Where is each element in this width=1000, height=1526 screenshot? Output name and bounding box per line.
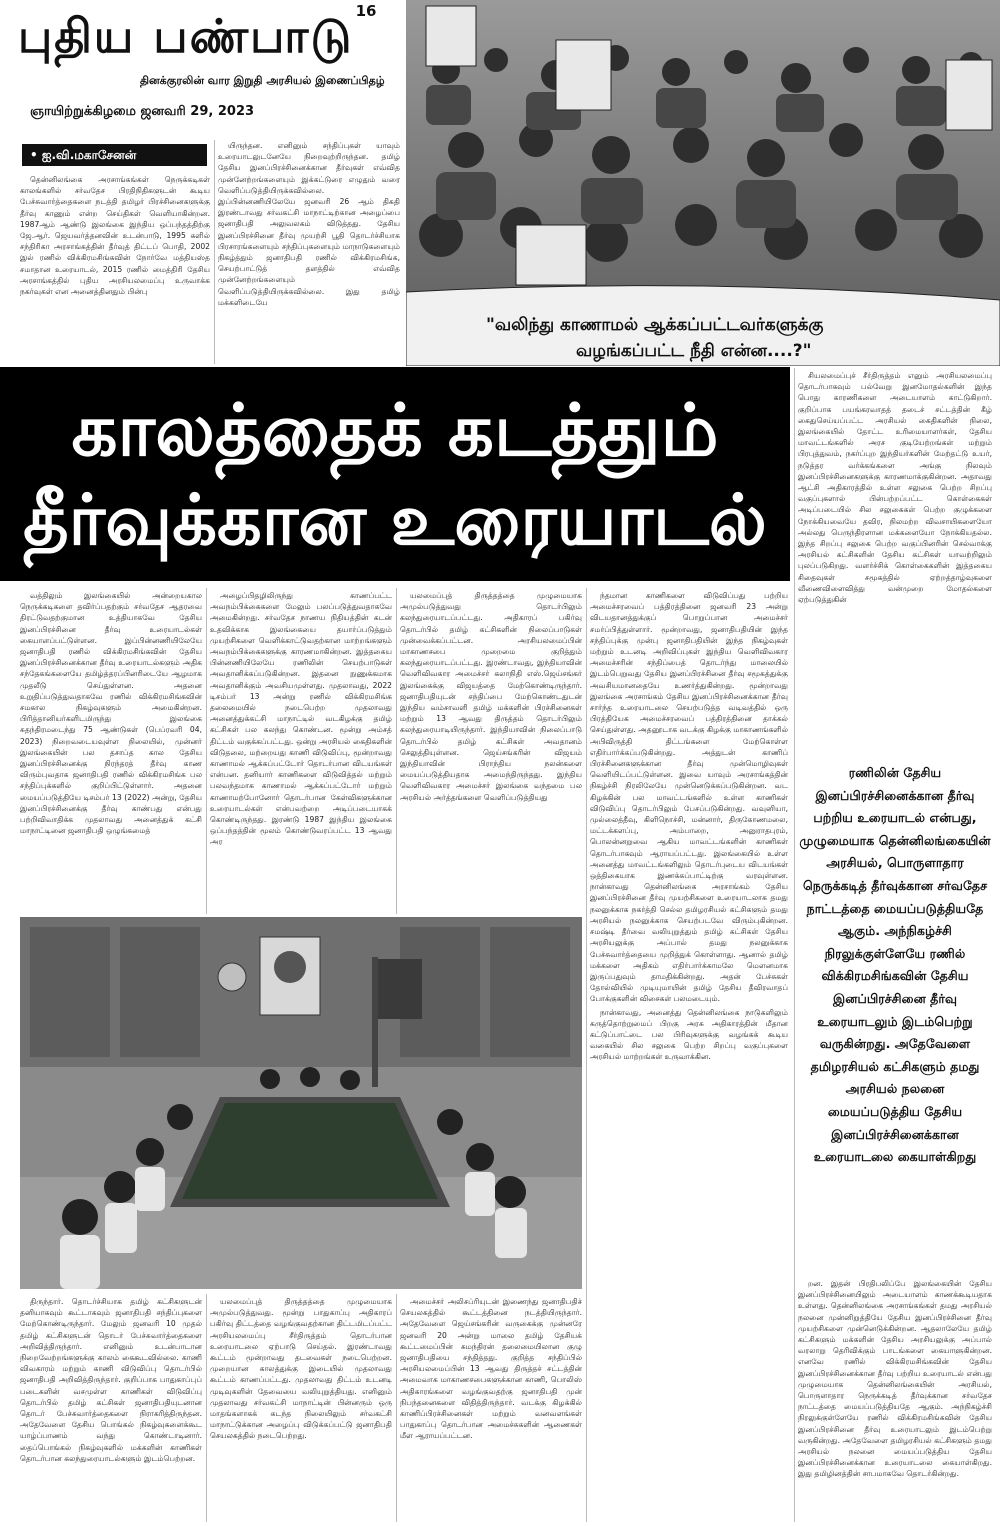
newspaper-logo: புதிய பண்பாடு	[18, 9, 354, 63]
article-column-5-bottom	[798, 1278, 992, 1520]
issue-date: ஞாயிற்றுக்கிழமை ஜனவரி 29, 2023	[30, 104, 255, 119]
article-paragraph: திருந்தார். தொடர்ச்சியாக தமிழ் கட்சிகளுடன் தனியாகவும் கூட்டாகவும் ஜனாதிபதி சந்திப்புகளை மேற்கொண்டிருந்தார். மேலும் ஜனவரி 10 முதல் தமிழ் கட்சிகளுடன் தொடர் பேச்சுவார்த்தைகளை அறிவித்திருந்தார். எனினும் உடன்பாடான நிறைவேற்றங்களுக்கு காலம் கைகூடவில்லை. காணி விவகாரம் மற்றும் காணி விடுவிப்பு தொடர்பில் ஜனாதிபதி அறிவித்திருந்தார். குறிப்பாக பாதுகாப்புப் படைகளின் வசமுள்ள காணிகள் விடுவிப்பு தொடர்பில் தமிழ் கட்சிகள் ஜனாதிபதியுடனான தொடர் பேச்சுவார்த்தைகளை நிராகரித்திருந்தன. அதேவேளை தேசிய பொங்கல் நிகழ்வுகளைக்கூட யாழ்ப்பாணம் வந்து கொண்டாடினார். தைப்பொங்கல் நிகழ்வுகளில் மக்களின் காணிகள் தொடர்பான கலந்துரையாடல்களும் இடம்பெற்றன.	[20, 1297, 202, 1463]
article-paragraph: யலமைப்புத் திருத்தத்தை முழுமையாக அமுல்படுத்துவது. மூன்று பாதுகாப்பு அதிகாரப் பகிர்வு திட்டத்தை வழங்குவதற்கான திட்டமிடப்பட்ட அரசியலமைப்பு சீர்திருத்தம் தொடர்பான உரையாடலை ஏற்பாடு செய்தல். இரண்டாவது கூட்டம் மூன்றாவது தடவைகள் நடைபெற்றன. முறையான காலத்துக்கு இடையில் முதலாவது கூட்டம் காணப்பட்டது. முதலாவது திட்டம் உடனடி முடிவுகளின் தேவையை வலியுறுத்தியது. எனினும் முதலாவது சர்வகட்சி மாநாட்டின் பின்னரும் ஒரு மாதங்களாகக் கடந்த நிலையிலும் சர்வகட்சி மாநாட்டுக்கான அழைப்பு விடுக்கப்பட்டு ஜனாதிபதி செயலகத்தில் நடைபெற்றது.	[210, 1297, 392, 1441]
article-column-2-bottom	[210, 1296, 392, 1520]
column-divider	[794, 368, 795, 1522]
column-divider	[206, 588, 207, 914]
masthead-tagline: தினக்குரலின் வார இறுதி அரசியல் இணைப்பிதழ்	[140, 74, 385, 87]
page-number: 16	[355, 2, 377, 20]
pull-quote: ரணிலின் தேசிய இனப்பிரச்சினைக்கான தீர்வு பற்றிய உரையாடல் என்பது, முழுமையாக தென்னிலங்கையின் அரசியல், பொருளாதார நெருக்கடித் தீர்வுக்கான சர்வதேச நாட்டத்தை மையப்படுத்தியதே ஆகும். அந்நிகழ்ச்சி நிரலுக்குள்ளேயே ரணில் விக்கிரமசிங்கவின் தேசிய இனப்பிரச்சினை தீர்வு உரையாடலும் இடம்பெற்று வருகின்றது. அதேவேளை தமிழரசியல் கட்சிகளும் தமது அரசியல் நலனை மையப்படுத்திய தேசிய இனப்பிரச்சினைக்கான உரையாடலை கையாள்கிறது	[799, 765, 991, 1165]
article-column-3-mid	[400, 590, 582, 910]
article-column-1-mid	[20, 590, 202, 910]
article-column-3-bottom	[400, 1296, 582, 1520]
article-paragraph: அமைச்சர் அலிசப்ரியுடன் இணைந்து ஜனாதிபதிச் செயலகத்தில் கூட்டத்தினை நடத்தியிருந்தார். அதேவேளை ஜெய்சங்கரின் வருகைக்கு முன்னரே ஜனவரி 20 அன்று மாலை தமிழ் தேசியக் கூட்டமைப்பின் சுமந்திரன் தலைமையிலான குழு ஜனாதிபதியை சந்தித்தது. குறித்த சந்திப்பில் அரசியலமைப்பின் 13 ஆவது திருத்தச் சட்டத்தின் அமைவாக மாகாணசபைகளுக்கான காணி, பொலிஸ் அதிகாரங்களை வழங்குவதற்கு ஜனாதிபதி முன் நிபந்தனைகளை விதித்திருந்தார். வடக்கு கிழக்கில் காணிப்பிரச்சினைகள் மற்றும் வனவளங்கள் பாதுகாப்பு தொடர்பான அமைச்சுகளின் ஆணைகள் மீள ஆராயப்பட்டன.	[400, 1297, 582, 1441]
article-paragraph: வத்திலும் இலங்கையில் அன்றையகால நெருக்கடிகளை தவிர்ப்பதற்கும் சர்வதேச ஆதரவை திரட்டுவதற்குமான உத்தியாகவே தேசிய இனப்பிரச்சினை தீர்வு உரையாடல்கள் கையாளப்பட்டுள்ளன. இப்பின்னணியிலேயே ஜனாதிபதி ரணில் விக்கிரமசிங்கவின் தேசிய இனப்பிரச்சினைக்கான தீர்வு உரையாடல்களும் அதிக சந்தேகங்களையே தமிழ்த்தரப்பினரிடையே ஆழமாக முதலீடு செய்துள்ளன. அதனை உறுதிப்படுத்துவதாகவே ரணில் விக்கிரமசிங்கவின் சமகால நிகழ்வுகளும் அமைகின்றன. பிரித்தானியர்களிடமிருந்து இலங்கை சுதந்திரமடைந்து 75 ஆண்டுகள் (பெப்ரவரி 04, 2023) நிறைவடையவுள்ள நிலையில், முன்னர் இலங்கையின் பல தசாப்த கால தேசிய இனப்பிரச்சினைக்கு நிரந்தரத் தீர்வு காண விரும்புவதாக ஜனாதிபதி ரணில் விக்கிரமசிங்க பல சந்திப்புக்களில் குறிப்பிட்டுள்ளார். அதனை மையப்படுத்தியே டிசம்பர் 13 (2022) அன்று, தேசிய இனப்பிரச்சினைக்கு தீர்வு காண்பது என்பது பற்றிவிவாதிக்க முதலாவது அனைத்துக் கட்சி மாநாட்டினை ஜனாதிபதி ஒழுங்கமைத்	[20, 591, 202, 836]
article-paragraph: சியலமைப்புச் சீர்திருத்தம் எனும் அரசியலமைப்பு தொடர்பாகவும் பல்வேறு இனமோதல்களின் இந்த பொது காரணிகளை அடையாளம் காட்டுகிறார். குறிப்பாக பயங்கரவாதத் தடைச் சட்டத்தின் கீழ் கைதுசெய்யப்பட்ட அரசியல் கைதிகளின் நிலை, இலங்கையில் தோட்ட உரிமையாளர்கள், தேசிய மாவட்டங்களில் அரச குடியேற்றங்கள் மற்றும் பிரபுத்துவம், நகர்ப்புற இந்தியர்களின் மேற்தட்டு உயர், நடுத்தர வர்க்கங்களை அங்கு நிலவும் இனப்பிரச்சினைகளுக்கு காரணமாக்குகின்றன. அதாவது ஆட்சி அதிகாரத்தில் உள்ள சலுகை பெற்ற சிறப்பு வகுப்புகளால் பின்பற்றப்பட்ட கொள்கைகள் அடிப்படையில் சில சலுகைகள் பெற்ற குழுக்களை நோக்கியவையே தவிர, நிலமற்ற விவசாயிகளையோ அல்லது பெருந்திரளான மக்களையோ நோக்கியதல்ல. இந்த சிறப்பு சலுகை பெற்ற வகுப்பினரின் செல்வாக்கு அரசியல் கட்சிகளின் தேசிய கட்சிகள் யாவற்றிலும் புலப்படுகிறது. வளர்ச்சிக் கொள்கைகளின் இத்தகைய சிதைவுகள் சமூகத்தில் ஏற்றத்தாழ்வுகளை வீணைவிளைவித்து வன்முறை மோதல்களை ஏற்படுத்துகின்	[798, 371, 992, 605]
article-paragraph: யிருந்தன. எனினும் சந்திப்புகள் யாவும் உரையாடலுடனேயே நிறைவுற்றிருந்தன. தமிழ் தேசிய இனப்பிரச்சினைக்கான தீர்வுகள் எவ்வித முன்னேற்றங்களையும் இக்கட்டுரை எழுதும் வரை வெளிப்படுத்தியிருக்கவில்லை. இப்பின்னணியிலேயே ஜனவரி 26 ஆம் திகதி இரண்டாவது சர்வகட்சி மாநாட்டிற்கான அழைப்பை ஜனாதிபதி அலுவலகம் விடுத்தது. தேசிய இனப்பிரச்சினை தீர்வு முயற்சி பூதி தொடர்ச்சியாக பிரசாரங்களையும் சந்திப்புகளையும் மாநாடுகளையும் நிகழ்த்தும் ஜனாதிபதி ரணில் விக்கிரமசிங்க, செயற்பாட்டுத் தளத்தில் எவ்வித முன்னேற்றங்களையும் வெளிப்படுத்தியிருக்கவில்லை. இது தமிழ் மக்களிடையே	[218, 141, 400, 307]
headline-line-2: தீர்வுக்கான உரையாடல்	[23, 479, 767, 561]
article-paragraph: தென்னிலங்கை அரசாங்கங்கள் நெருக்கடிகள் காலங்களில் சர்வதேச பிரதிநிதிகளுடன் கூடிய பேச்சுவார்த்தைகளை நடத்தி தமிழர் பிரச்சினைகளுக்கு தீர்வு காணும் என்ற செய்திகள் வெளியாகின்றன. 1987ஆம் ஆண்டு இலங்கை இந்திய ஒப்பந்தத்திற்கு ஜே.ஆர். ஜெயவர்த்தனவின் உடன்பாடு, 1995 களில் சந்திரிகா அரசாங்கத்தின் தீர்வுத் திட்டப் பொதி, 2002 இல் ரணில் விக்கிரமசிங்கவின் நோர்வே மத்தியஸ்த சமாதான உரையாடல், 2015 ரணில் மைத்திரி தேசிய அரசாங்கத்தில் புதிய அரசியலமைப்பு உருவாக்க நகர்வுகள் என அனைத்தினதும் பின்பு	[20, 175, 210, 297]
masthead	[0, 0, 406, 135]
headline-box	[0, 367, 790, 581]
article-column-4	[590, 590, 788, 1520]
protest-photo-image	[406, 0, 1000, 366]
column-divider	[206, 1294, 207, 1522]
article-paragraph: றன. இதன் பிரதிபலிப்பே இலங்கையின் தேசிய இனப்பிரச்சினையிலும் அடையாளம் காணக்கூடியதாக உள்ளது. தென்னிலங்கை அரசாங்கங்கள் தமது அரசியல் நலனை முன்னிறுத்தியே தேசிய இனப்பிரச்சினை தீர்வு முயற்சிகளை முன்னெடுக்கின்றன. ஆதலாலேயே தமிழ் கட்சிகளும் மக்களின் தேசிய அரசியலுக்கு அப்பால் வரலாறு தெரிவிக்கும் பாடங்களை கையாளுகின்றன. எனவே ரணில் விக்கிரமசிங்கவின் தேசிய இனப்பிரச்சினைக்கான தீர்வு பற்றிய உரையாடல் என்பது முழுமையாக தென்னிலங்கையின் அரசியல், பொருளாதார நெருக்கடித் தீர்வுக்கான சர்வதேச நாட்டத்தை மையப்படுத்தியதே ஆகும். அந்நிகழ்ச்சி நிரலுக்குள்ளேயே ரணில் விக்கிரமசிங்கவின் தேசிய இனப்பிரச்சினை தீர்வு உரையாடலும் இடம்பெற்று வருகின்றது. அதேவேளை தமிழரசியல் கட்சிகளும் தமது அரசியல் நலனை மையப்படுத்திய தேசிய இனப்பிரச்சினைக்கான உரையாடலை கையாள்கிறது. இது தமிழினத்தின் சாபமாகவே தொடர்கின்றது.	[798, 1279, 992, 1479]
article-column-2-mid	[210, 590, 392, 910]
column-divider	[214, 140, 215, 364]
author-byline: • ஐ.வி.மகாசேனன்	[22, 144, 207, 166]
article-column-1-top	[20, 174, 210, 362]
article-paragraph: அழைப்பிதழிலிருந்து காணப்பட்ட அவநம்பிக்கைகளை மேலும் பலப்படுத்துவதாகவே அமைகின்றது. சர்வதேச நாணய நிதியத்தின் கடன் உதவிக்காக இலங்கையை தயார்ப்படுத்தும் முயற்சிகளை வெளிக்காட்டுவதற்கான மாற்றங்களும் அவநம்பிக்கைகளுக்கு காரணமாகின்றன. இத்தகைய பின்னணியிலேயே ரணிலின் செயற்பாடுகள் அவதானிக்கப்படுகின்றன. இதனை நுணுக்கமாக அவதானிக்கும் அவசியமுள்ளது. முதலாவது, 2022 டிசம்பர் 13 அன்று ரணில் விக்கிரமசிங்க தலைமையில் நடைபெற்ற முதலாவது அனைத்துக்கட்சி மாநாட்டில் வடகிழக்கு தமிழ் கட்சிகள் பல கலந்து கொண்டன. மூன்று அம்சத் திட்டம் வகுக்கப்பட்டது. ஒன்று அரசியல் கைதிகளின் விடுதலை, மற்றையது காணி விடுவிப்பு, மூன்றாவது காணாமல் ஆக்கப்பட்டோர் தொடர்பான விடயங்கள் என்பன. தனியார் காணிகளை விடுவித்தல் மற்றும் பலவந்தமாக காணாமல் ஆக்கப்பட்டோர் மற்றும் காணாமற்போனோர் தொடர்பான கேள்விகளுக்கான உரையாடல்கள் என்பவற்றை அடிப்படையாகக் கொண்டிருந்தது. இரண்டு 1987 இந்திய இலங்கை ஒப்பந்தத்தின் மூலம் கொண்டுவரப்பட்ட 13 ஆவது அர	[210, 591, 392, 847]
meeting-photo-image	[20, 917, 582, 1289]
banner-text-line-2: வழங்கப்பட்ட நீதி என்ன....?"	[576, 341, 812, 361]
column-divider	[586, 588, 587, 1522]
article-column-2-top	[218, 140, 400, 364]
article-paragraph: நான்காவது, அனைத்து தென்னிலங்கை நாடுகளிலும் கருத்தொற்றுமைப் பிறகு அரசு அதிகாரத்தின் மீதான கட்டுப்பாட்டை பல பிரிவுகளுக்கு வழங்கக் கூடிய வகையில் சில சலுகை பெற்ற சிறப்பு வகுப்புகளை அரசியல் மாற்றங்கள் உருவாக்கின.	[590, 1007, 788, 1062]
banner-text-line-1: "வலிந்து காணாமல் ஆக்கப்பட்டவர்களுக்கு	[486, 315, 824, 335]
column-divider	[396, 588, 397, 914]
column-divider	[396, 1294, 397, 1522]
article-paragraph: ந்தமான காணிகளை விடுவிப்பது பற்றிய அமைச்சரவைப் பத்திரத்தினை ஜனவரி 23 அன்று விடயதானத்துக்குப் பொறுப்பான அமைச்சர் சமர்ப்பித்துள்ளார். மூன்றாவது, ஜனாதிபதியின் இந்த சந்திப்புக்கு முன்பு ஜனாதிபதியின் இந்த நிகழ்வுகள் மற்றும் உடனடி அறிவிப்புகள் இந்திய வெளிவிவகார அமைச்சரின் சந்திப்பைத் தொடர்ந்து மாலையில் இடம்பெறுவது தேசிய இனப்பிரச்சினை தீர்வு சமூகத்துக்கு அவசியமானதையே உணர்த்துகின்றது. மூன்றாவது இலங்கை அரசாங்கம் தேசிய இனப்பிரச்சினைக்கான தீர்வு சார்ந்த உரையாடலை செயற்படுத்த வடிவத்தில் ஒரு பிரத்தியேக அமைச்சரவைப் பத்திரத்தினை தாக்கல் செய்துள்ளது. அதனூடாக வடக்கு கிழக்கு மாகாணங்களில் அபிவிருத்தி திட்டங்களை மேற்கொள்ள எதிர்பார்க்கப்படுகின்றது. அத்துடன் காணிப் பிரச்சினைகளுக்கான தீர்வு முன்மொழிவுகள் வெளியிடப்பட்டுள்ளன. இவை யாவும் அரசாங்கத்தின் நிகழ்ச்சி நிரலிலேயே முன்னெடுக்கப்படுகின்றன. வட கிழக்கின் பல மாவட்டங்களில் உள்ள காணிகள் விடுவிப்பு தொடர்பிலும் பேசப்படுகின்றது. வவுனியா, முல்லைத்தீவு, கிளிநொச்சி, மன்னார், திருகோணமலை, மட்டக்களப்பு, அம்பாறை, அனுராதபுரம், பொலன்னறுவை ஆகிய மாவட்டங்களின் காணிகள் தொடர்பாகவும் ஆராயப்பட்டது. இலங்கையில் உள்ள அனைத்து மாவட்டங்களிலும் தொடர்புடைய விடயங்கள் ஒத்திகையாக இணக்கப்பாட்டிற்கு வரவுள்ளன. நான்காவது தென்னிலங்கை அரசாங்கம் தேசிய இனப்பிரச்சினை தீர்வு முயற்சிகளை உரையாடலாக தமது நலனுக்காக நகர்த்தி செல்ல தமிழரசியல் கட்சிகளும் தமது அரசியல் நலனுக்காக செயற்படவே விரும்புகின்றன. சமஷ்டி தீர்வை வலியுறுத்தும் தமிழ் கட்சிகள் தேசிய அரசியலுக்கு அப்பால் தமது நலனுக்காக பேச்சுவார்த்தையை முறித்துக் கொள்ளாது. ஆனால் தமிழ் மக்களை அதிகம் எதிர்பார்க்காமலே மௌனமாக இருப்பதுவும் தாமதிக்கின்றது. அதன் பேச்சுகள் தோல்வியில் முடியுமாயின் தமிழ் தேசிய தீவிரவாதப் போக்குகளின் விசைகள் பலமடையும்.	[590, 591, 788, 1004]
article-column-5-top	[798, 370, 992, 758]
protest-photo	[406, 0, 1000, 366]
headline-line-1: காலத்தைக் கடத்தும்	[71, 388, 719, 472]
article-column-1-bottom	[20, 1296, 202, 1520]
article-paragraph: யலமைப்புத் திருத்தத்தை முழுமையாக அமுல்படுத்துவது தொடர்பிலும் கலந்துரையாடப்பட்டது. அதிகாரப் பகிர்வு தொடர்பில் தமிழ் கட்சிகளின் நிலைப்பாடுகள் முன்வைக்கப்பட்டன. அரசியலமைப்பின் மாகாணசபை முறைமை குறித்தும் கலந்துரையாடப்பட்டது. இரண்டாவது, இந்தியாவின் வெளிவிவகார அமைச்சர் கலாநிதி எஸ்.ஜெய்சங்கர் இலங்கைக்கு விஜயத்தை மேற்கொண்டிருந்தார். ஜனாதிபதியுடன் சந்திப்பை மேற்கொண்டதுடன் இந்திய வம்சாவளி தமிழ் மக்களின் பிரச்சினைகள் மற்றும் 13 ஆவது திருத்தம் தொடர்பிலும் கலந்துரையாடியிருந்தார். இந்தியாவின் நிலைப்பாடு தொடர்பில் தமிழ் கட்சிகள் அவதானம் செலுத்தியுள்ளன. ஜெய்சங்கரின் விஜயம் இந்தியாவின் பிராந்திய நலன்களை மையப்படுத்தியதாக அமைந்திருந்தது. இந்திய வெளிவிவகார அமைச்சர் இலங்கை வந்தமை பல அரசியல் அர்த்தங்களை வெளிப்படுத்தியது	[400, 591, 582, 802]
meeting-photo	[20, 917, 582, 1289]
